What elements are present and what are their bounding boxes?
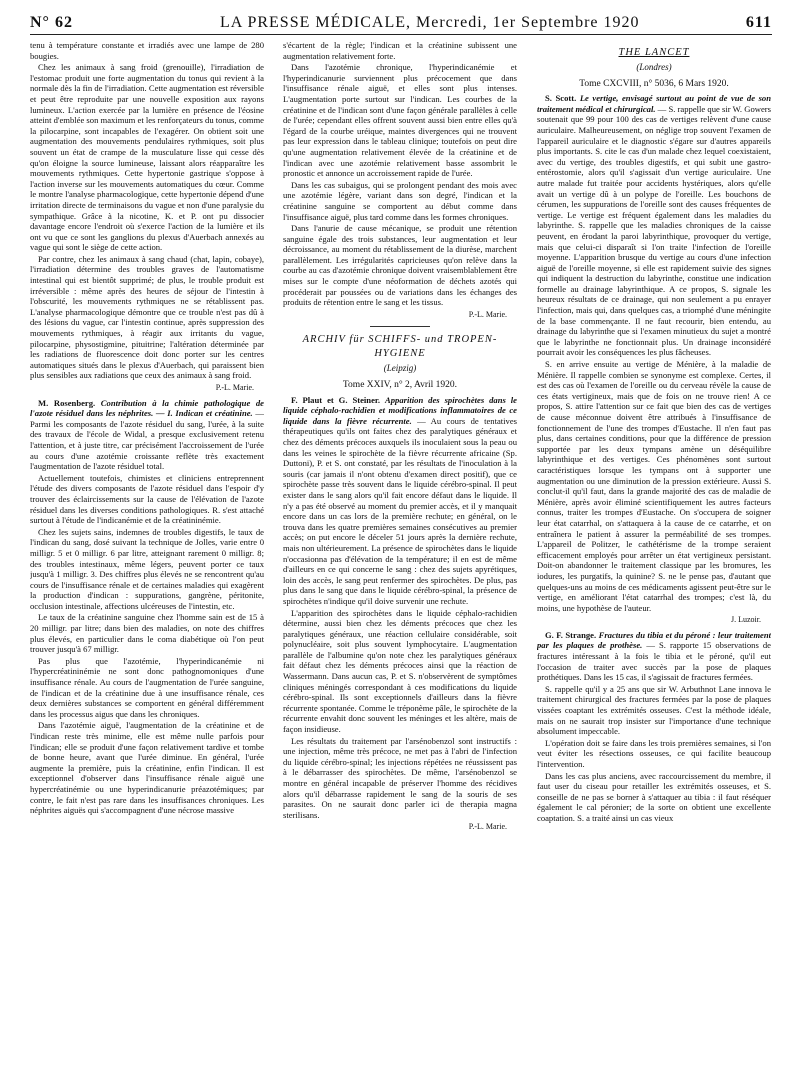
paragraph: s'écartent de la règle; l'indican et la créatinine subissent une augmentation relativement forte.	[283, 40, 517, 61]
article-author: F. Plaut et G. Steiner.	[291, 394, 381, 405]
paragraph: Le taux de la créatinine sanguine chez l'homme sain est de 15 à 20 milligr. par litre; dans bien des maladies, on note des chiffres plus élevés, en particulier dans le coma diabétique où l'on peut trouver jusqu'à 67 milligr.	[30, 612, 264, 655]
column-2	[283, 40, 517, 1070]
signature: J. Luzoir.	[731, 615, 761, 625]
journal-title: LA PRESSE MÉDICALE, Mercredi, 1er Septembre 1920	[220, 14, 640, 31]
paragraph: Dans l'azotémie aiguë, l'augmentation de la créatinine et de l'indican reste très minime, elle est même nulle parfois pour l'indican; elle se produit d'une façon relativement tardive et tombe de bonne heure, avant que l'urée diminue. En général, l'urée augmente la première, puis la créatinine, enfin l'indican. Il est exceptionnel d'observer dans l'insuffisance rénale aiguë une hypercréatinémie ou une hyperindicanurie préazotémiques; par contre, le fait n'est pas rare dans les insuffisances chroniques. Les néphrites aiguës qui s'accompagnent d'une nécrose massive	[30, 720, 264, 816]
issue-number: N° 62	[30, 14, 73, 31]
paragraph: L'opération doit se faire dans les trois premières semaines, si l'on veut éviter les résections osseuses, ce qui facilite beaucoup l'intervention.	[537, 737, 771, 769]
article-title: Apparition des spirochètes dans le liquide céphalo-rachidien et modifications inflammatoires de ce liquide dans la fièvre récurrente.	[283, 394, 517, 426]
signature: P.-L. Marie.	[468, 309, 507, 319]
section-journal-volume: Tome CXCVIII, n° 5036, 6 Mars 1920.	[579, 78, 729, 89]
section-journal-city: (Leipzig)	[383, 363, 417, 374]
paragraph: S. en arrive ensuite au vertige de Ménière, à la maladie de Ménière. Il rappelle combien se synonyme est complexe. Certes, il est des cas où l'examen de l'oreille ou du cerveau révèle la cause de ces états vertigineux, mais que de fois on ne trouve rien! A ce propos, S. attire l'attention sur ce fait que bien des cas de vertiges de cause méconnue doivent être attribués à l'insuffisance de fonctionnement de l'une des trompes d'Eustache. Il n'en faut pas plus, dans certaines conditions, pour que la différence de pression supportée par les deux tympans amène un déséquilibre labyrinthique et des vertiges. Ces phénomènes sont surtout caractéristiques lorsque les tympans ont à supporter une augmentation ou une diminution de la pression extérieure. Aussi S. conclut-il qu'il faut, dans la grande majorité des cas de maladie de Ménière, après avoir éliminé scientifiquement les autres facteurs connus, traiter les trompes d'Eustache. On s'occupera de soigner leur état catarrhal, on s'attaquera à la cause de ce catarrhe, et on entraînera le patient à assurer la perméabilité de ses trompes. L'appareil de Politzer, le cathétérisme de la trompe seraient efficacement employés pour arrêter un état vertigineux persistant. Doit-on abandonner le traitement classique par les bromures, les iodures, les purgatifs, la quinine? S. ne le pense pas, d'autant que quelques-uns au moins de ces médicaments agissent peut-être sur le vertige, en améliorant l'état catarrhal des trompes; c'est là, du moins, une hypothèse de l'auteur.	[537, 359, 771, 613]
paragraph: Dans l'azotémie chronique, l'hyperindicanémie et l'hyperindicanurie surviennent plus précocement que dans l'insuffisance rénale aiguë, et elles sont plus intenses. L'augmentation porte surtout sur l'indican. Les courbes de la créatinine et de l'indican sont d'une façon générale parallèles à celle de l'urée; cependant elles offrent souvent aussi bien entre elles qu'à l'égard de la courbe uréique, maintes divergences qui ne trouvent pas leur expression dans le tableau clinique; toutefois on peut dire qu'une augmentation relativement élevée de la créatinine et de l'indican avec une azotémie relativement basse assombrit le pronostic et annonce un accroissement rapide de l'urée.	[283, 62, 517, 179]
article-text: — S. rapporte 15 observations de fractures intéressant à la fois le tibia et le péroné, qu'il eut l'occasion de traiter avec succès par la pose de plaques prothétiques. Dans les 15 cas, il s'agissait de fractures fermées.	[537, 640, 771, 683]
paragraph: Dans les cas plus anciens, avec raccourcissement du membre, il faut user du ciseau pour retailler les extrémités osseuses, et S. conseille de ne pas se borner à s'attaquer au tibia : il faut réséquer également le cal péronier; de la sorte on obtient une excellente coaptation. S. a traité ainsi un cas vieux	[537, 770, 771, 823]
paragraph: Pas plus que l'azotémie, l'hyperindicanémie ni l'hypercréatininémie ne sont donc pathognomoniques d'une insuffisance rénale. Au cours de l'augmentation de l'urée sanguine, de l'indican et de la créatinine due à une insuffisance rénale, ces deux dernières substances se comportent en général différemment dans les processus aigus que dans les chroniques.	[30, 655, 264, 719]
paragraph: L'apparition des spirochètes dans le liquide céphalo-rachidien détermine, aussi bien chez les déments précoces que chez les paralytiques généraux, une réaction cellulaire considérable, soit polynucléaire, soit plus souvent lymphocytaire. L'augmentation parallèle de l'albumine qu'on note chez les paralytiques généraux fait défaut chez les déments précoces ainsi que la réaction de Wassermann. Dans aucun cas, P. et S. n'observèrent de symptômes cliniques méningés correspondant à ces modifications du liquide cérébro-spinal. Ils sont exceptionnels d'ailleurs dans la fièvre récurrente spontanée. Comme le tréponème pâle, le spirochète de la récurrente envahit donc souvent les méninges et les altère, mais de façon insidieuse.	[283, 607, 517, 735]
article-text: — Au cours de tentatives thérapeutiques qu'ils ont faites chez des paralytiques généraux et chez des déments précoces auxquels ils inoculaient sous la peau ou dans les veines le spirochète de la fièvre récurrente africaine (Sp. Duttoni), P. et S. ont constaté, par les résultats de l'inoculation à la souris (car jamais il n'ont obtenu d'examen direct positif), que ce spirochète passe très souvent dans le liquide cérébro-spinal. Il peut exister dans le sang alors qu'il fait encore défaut dans le liquide. Il n'y a pas été observé au moment du premier accès, et il y manquait encore dans un cas lors de la première rechute; en général, on le trouva dans les quatre premières semaines consécutives au premier accès; on put encore le déceler 51 jours après la dernière rechute, mais non ultérieurement. La présence de spirochètes dans le liquide n'occasionna pas d'élévation de la température; il en est de même d'ailleurs en ce qui concerne le sang : chez des sujets apyrétiques, loin des accès, le sang peut renfermer des spirochètes. De plus, pas plus dans le sang que dans le liquide cérébro-spinal, la présence de spirochètes n'indique qu'il doive survenir une rechute.	[283, 415, 517, 606]
paragraph: S. rappelle qu'il y a 25 ans que sir W. Arbuthnot Lane innova le traitement chirurgical des fractures fermées par la pose de plaques vissées coaptant les extrémités osseuses. C'est la méthode idéale, mais on ne saurait trop insister sur l'importance d'une technique absolument impeccable.	[537, 683, 771, 737]
section-journal-volume: Tome XXIV, n° 2, Avril 1920.	[342, 380, 458, 391]
article-author: M. Rosenberg.	[38, 397, 96, 408]
column-1	[30, 40, 264, 1070]
paragraph: Les résultats du traitement par l'arsénobenzol sont instructifs : une injection, même très précoce, ne met pas à l'abri de l'infection du liquide cérébro-spinal; les injections répétées ne réussissent pas à le débarrasser des spirochètes. De même, l'arsénobenzol se montre en général incapable de préserver l'homme des récidives alors qu'il débarrasse rapidement le sang de la souris de ses parasites. On ne saurait donc parler ici de therapia magna sterilisans.	[283, 735, 517, 820]
article-intro	[537, 93, 771, 358]
signature: P.-L. Marie.	[215, 383, 254, 392]
section-journal-title: ARCHIV für SCHIFFS- und TROPEN-HYGIENE	[302, 334, 498, 360]
paragraph: Par contre, chez les animaux à sang chaud (chat, lapin, cobaye), l'irradiation détermine des troubles graves de l'automatisme intestinal qui est bientôt supprimé; de plus, le trouble produit est irréversible : même après des heures de séjour de l'intestin à l'obscurité, les mouvements rythmiques ne se rétablissent pas. L'analyse pharmacologique démontre que ce trouble n'est pas dû à des lésions du vague, car l'intestin continue, après suppression des mouvements rythmiques, à réagir aux irritants du vague, pilocarpine, physostigmine, pituitrine; l'altération déterminée par les radiations de fluorescence doit donc porter sur les centres automatiques situés dans le plexus d'Auerbach, qui paraissent bien plus sensibles aux radiations que ceux des animaux à sang froid.	[30, 253, 264, 381]
column-3	[537, 40, 771, 1070]
signature: P.-L. Marie.	[468, 822, 507, 832]
paragraph: tenu à température constante et irradiés avec une lampe de 280 bougies.	[30, 40, 264, 61]
article-intro	[283, 395, 517, 607]
article-title: Fractures du tibia et du péroné : leur traitement par les plaques de prothèse.	[537, 629, 771, 651]
article-text: — S. rappelle que sir W. Gowers soutenait que 99 pour 100 des cas de vertiges relèvent d'une cause auriculaire. Malheureusement, on néglige trop souvent l'examen de l'appareil auriculaire et le diagnostic s'égare sur d'autres appareils plus importants. S. cite le cas d'un malade chez lequel coexistaient, avec du vertige, des troubles digestifs, et qui subit une gastro-entérostomie, alors qu'il s'agissait d'un vertige auriculaire. Une autre malade fut traitée pour accidents hystériques, alors qu'elle avait un vertige dû à un polype de l'oreille. Les bouchons de cérumen, les suppurations de l'oreille sont des causes fréquentes de vertige. Le vertige est fréquent également dans les maladies du labyrinthe. S. rappelle que les maladies chroniques de la caisse peuvent, en érodant la paroi labyrinthique, provoquer du vertige, mais que celui-ci disparaît si l'on traite l'infection de l'oreille moyenne. L'apparition brusque du vertige au cours d'une infection aiguë de l'oreille moyenne, si elle est rapidement suivie des signes qui indiquent la destruction du labyrinthe, constitue une indication formelle au drainage labyrinthique. A ce propos, S. signale les heureux résultats de ce drainage, qui non seulement a pu enrayer l'infection, mais qui, dans quelques cas, a triomphé d'une méningite de la base commençante. Il ne faut recourir, bien entendu, au drainage du labyrinthe que si l'examen minutieux du sujet a montré que le labyrinthe ne fonctionnait plus. Un drainage inconsidéré pourrait avoir les conséquences les plus fâcheuses.	[537, 103, 771, 358]
paragraph: Chez les animaux à sang froid (grenouille), l'irradiation de l'estomac produit une forte augmentation du tonus qui revient à la normale dès la fin de l'irradiation. Cette augmentation est réversible et peut être reproduite par une nouvelle exposition aux rayons lumineux. L'action exercée par la lumière en présence de l'éosine atteint d'emblée son maximum et les renforçateurs du tonus, comme la pilocarpine, sont incapables de l'exagérer. On obtient soit une augmentation des mouvements pendulaires rythmiques, soit plus souvent un état de crampe de la musculature lisse qui cesse dès qu'on éloigne la source lumineuse, laissant alors réapparaître les mouvements rythmiques. Cette hypertonie gastrique s'oppose à l'action inverse sur les mouvements automatiques du cœur. Comme le montre l'analyse pharmacologique, cette hypertonie dépend d'une irritation directe de terminaisons du vague et non d'une paralysie du sympathique. Grâce à la nicotine, K. et P. ont pu dissocier davantage encore l'endroit où s'exerce l'action de la lumière et ils ont vu que ce sont les ganglions du plexus d'Auerbach annexés au vague qui sont le siège de cette action.	[30, 62, 264, 253]
article-author: S. Scott.	[545, 93, 577, 104]
article-author: G. F. Strange.	[545, 629, 597, 640]
paragraph: Dans les cas subaigus, qui se prolongent pendant des mois avec une azotémie légère, variant dans son degré, l'indican et la créatinine sanguine se comportent au début comme dans l'insuffisance aiguë, plus tard comme dans les formes chroniques.	[283, 179, 517, 222]
page-number: 611	[745, 14, 772, 31]
section-journal-city: (Londres)	[636, 62, 672, 72]
page-header	[30, 12, 772, 35]
article-text: — Parmi les composants de l'azote résiduel du sang, l'urée, à la suite des travaux de l'école de Widal, a presque exclusivement retenu l'attention, et à juste titre, car précisément l'accroissement de l'urée au cours d'une azotémie croissante reflète très exactement l'augmentation de l'azote résiduel total.	[30, 408, 264, 472]
article-title: Le vertige, envisagé surtout au point de vue de son traitement médical et chirurgical.	[537, 93, 771, 114]
paragraph: Chez les sujets sains, indemnes de troubles digestifs, le taux de l'indican du sang, dosé suivant la technique de Jolles, varie entre 0 milligr. 5 et 0 milligr. 6 par litre, atteignant rarement 0 milligr. 8; des troubles intestinaux, même légers, peuvent porter ce taux jusqu'à 1 milligr. 3. Des chiffres plus élevés ne se rencontrent qu'au cours de l'insuffisance rénale et de certaines maladies qui exagèrent la production d'indican : suppurations, gangrène, péritonite, occlusion intestinale, affections ulcéreuses de l'intestin, etc.	[30, 526, 264, 611]
section-journal-title: THE LANCET	[618, 47, 690, 58]
article-title: Contribution à la chimie pathologique de l'azote résiduel dans les néphrites. — I. Indican et créatinine.	[30, 397, 264, 419]
article-intro	[537, 630, 771, 683]
paragraph: Actuellement toutefois, chimistes et cliniciens entreprennent l'étude des divers composants de l'azote résiduel dans l'espoir d'y trouver des éclaircissements sur la cause de l'élévation de l'azote résiduel dans les diverses conditions pathologiques. R. s'est attaché surtout à l'étude de l'indicanémie et de la créatininémie.	[30, 472, 264, 526]
article-intro	[30, 398, 264, 472]
section-divider	[370, 326, 430, 327]
paragraph: Dans l'anurie de cause mécanique, se produit une rétention sanguine égale des trois substances, leur augmentation et leur décroissance, au moment du rétablissement de la diurèse, marchent parallèlement. Les irrégularités capricieuses qu'on relève dans la courbe au cas d'azotémie chronique doivent vraisemblablement être mises sur le compte d'une néoformation de déchets azotés qui procéderait par poussées ou de variations dans les échanges des produits de rétention entre le sang et les tissus.	[283, 223, 517, 308]
